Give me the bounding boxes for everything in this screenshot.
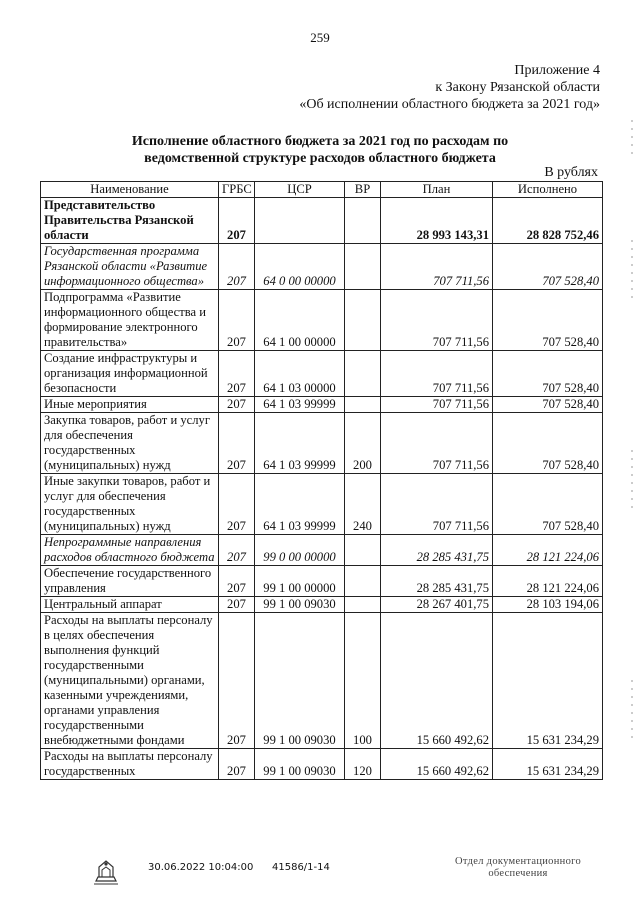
cell-vr: [345, 244, 381, 290]
cell-grbs: 207: [219, 535, 255, 566]
table-row: [41, 474, 603, 535]
cell-plan: 28 285 431,75: [381, 566, 493, 597]
scan-margin-marks: [630, 120, 634, 820]
footer-registration-number: 41586/1-14: [272, 862, 330, 873]
cell-grbs: 207: [219, 474, 255, 535]
cell-name: Расходы на выплаты персоналу государственных: [41, 749, 219, 780]
cell-name: Иные мероприятия: [41, 397, 219, 413]
cell-name: Иные закупки товаров, работ и услуг для обеспечения государственных (муниципальных) нужд: [41, 474, 219, 535]
appendix-line-2: к Закону Рязанской области: [435, 80, 600, 95]
stamp-line-2: обеспечения: [488, 868, 548, 879]
cell-plan: 707 711,56: [381, 244, 493, 290]
cell-executed: 28 828 752,46: [493, 198, 603, 244]
cell-plan: 15 660 492,62: [381, 613, 493, 749]
table-row: [41, 198, 603, 244]
cell-plan: 707 711,56: [381, 397, 493, 413]
cell-executed: 707 528,40: [493, 474, 603, 535]
cell-executed: 707 528,40: [493, 290, 603, 351]
cell-vr: [345, 535, 381, 566]
cell-vr: 100: [345, 613, 381, 749]
header-name: Наименование: [41, 182, 219, 198]
coat-of-arms-icon: [90, 855, 122, 887]
cell-plan: 15 660 492,62: [381, 749, 493, 780]
cell-name: Непрограммные направления расходов областного бюджета: [41, 535, 219, 566]
table-row: [41, 397, 603, 413]
cell-name: Центральный аппарат: [41, 597, 219, 613]
cell-vr: [345, 198, 381, 244]
cell-grbs: 207: [219, 290, 255, 351]
table-row: [41, 535, 603, 566]
cell-vr: [345, 397, 381, 413]
cell-plan: 707 711,56: [381, 474, 493, 535]
cell-name: Подпрограмма «Развитие информационного общества и формирование электронного правительства»: [41, 290, 219, 351]
cell-vr: 120: [345, 749, 381, 780]
cell-plan: 28 267 401,75: [381, 597, 493, 613]
cell-executed: 707 528,40: [493, 351, 603, 397]
document-title: [40, 133, 600, 167]
cell-executed: 15 631 234,29: [493, 613, 603, 749]
cell-executed: 707 528,40: [493, 244, 603, 290]
header-grbs: ГРБС: [219, 182, 255, 198]
table-row: [41, 244, 603, 290]
appendix-line-1: Приложение 4: [514, 63, 600, 78]
cell-grbs: 207: [219, 244, 255, 290]
cell-executed: 707 528,40: [493, 397, 603, 413]
cell-grbs: 207: [219, 613, 255, 749]
header-vr: ВР: [345, 182, 381, 198]
cell-csr: 99 0 00 00000: [255, 535, 345, 566]
cell-grbs: 207: [219, 749, 255, 780]
document-title-line-1: Исполнение областного бюджета за 2021 год по расходам по: [131, 134, 509, 149]
table-row: [41, 351, 603, 397]
table-row: [41, 749, 603, 780]
cell-name: Расходы на выплаты персоналу в целях обеспечения выполнения функций государственными (муниципальными) органами, казенными учреждениями, органами управления государственными внебюджетными фондами: [41, 613, 219, 749]
cell-executed: 707 528,40: [493, 413, 603, 474]
cell-name: Закупка товаров, работ и услуг для обеспечения государственных (муниципальных) нужд: [41, 413, 219, 474]
cell-executed: 28 103 194,06: [493, 597, 603, 613]
budget-table-body: [41, 198, 603, 780]
budget-table: [40, 181, 603, 780]
cell-csr: 64 1 03 99999: [255, 413, 345, 474]
cell-name: Обеспечение государственного управления: [41, 566, 219, 597]
header-plan: План: [381, 182, 493, 198]
appendix-line-3: «Об исполнении областного бюджета за 2021 год»: [299, 97, 600, 112]
table-row: [41, 597, 603, 613]
table-row: [41, 413, 603, 474]
cell-name: Создание инфраструктуры и организация информационной безопасности: [41, 351, 219, 397]
cell-csr: [255, 198, 345, 244]
header-executed: Исполнено: [493, 182, 603, 198]
cell-grbs: 207: [219, 397, 255, 413]
footer-date: 30.06.2022 10:04:00: [148, 862, 254, 873]
cell-plan: 707 711,56: [381, 351, 493, 397]
cell-csr: 64 1 03 99999: [255, 397, 345, 413]
cell-plan: 28 993 143,31: [381, 198, 493, 244]
header-csr: ЦСР: [255, 182, 345, 198]
cell-plan: 28 285 431,75: [381, 535, 493, 566]
table-row: [41, 613, 603, 749]
cell-executed: 15 631 234,29: [493, 749, 603, 780]
cell-grbs: 207: [219, 597, 255, 613]
table-row: [41, 290, 603, 351]
cell-grbs: 207: [219, 351, 255, 397]
cell-grbs: 207: [219, 413, 255, 474]
cell-grbs: 207: [219, 198, 255, 244]
cell-csr: 99 1 00 09030: [255, 613, 345, 749]
cell-vr: [345, 566, 381, 597]
currency-unit-label: В рублях: [544, 165, 598, 180]
document-title-line-2: ведомственной структуре расходов областного бюджета: [144, 151, 496, 166]
cell-executed: 28 121 224,06: [493, 566, 603, 597]
cell-plan: 707 711,56: [381, 290, 493, 351]
cell-vr: [345, 290, 381, 351]
cell-vr: [345, 597, 381, 613]
cell-name: Представительство Правительства Рязанской области: [41, 198, 219, 244]
cell-csr: 64 1 03 00000: [255, 351, 345, 397]
table-header-row: [41, 182, 603, 198]
cell-csr: 99 1 00 09030: [255, 749, 345, 780]
page-number: 259: [310, 30, 330, 45]
stamp-line-1: Отдел документационного: [454, 856, 582, 867]
cell-csr: 99 1 00 09030: [255, 597, 345, 613]
cell-grbs: 207: [219, 566, 255, 597]
cell-vr: 240: [345, 474, 381, 535]
cell-csr: 64 1 03 99999: [255, 474, 345, 535]
cell-csr: 64 0 00 00000: [255, 244, 345, 290]
cell-csr: 64 1 00 00000: [255, 290, 345, 351]
appendix-header: [299, 62, 600, 113]
department-stamp: [448, 856, 588, 880]
table-row: [41, 566, 603, 597]
cell-vr: [345, 351, 381, 397]
cell-plan: 707 711,56: [381, 413, 493, 474]
cell-name: Государственная программа Рязанской области «Развитие информационного общества»: [41, 244, 219, 290]
cell-csr: 99 1 00 00000: [255, 566, 345, 597]
cell-executed: 28 121 224,06: [493, 535, 603, 566]
cell-vr: 200: [345, 413, 381, 474]
